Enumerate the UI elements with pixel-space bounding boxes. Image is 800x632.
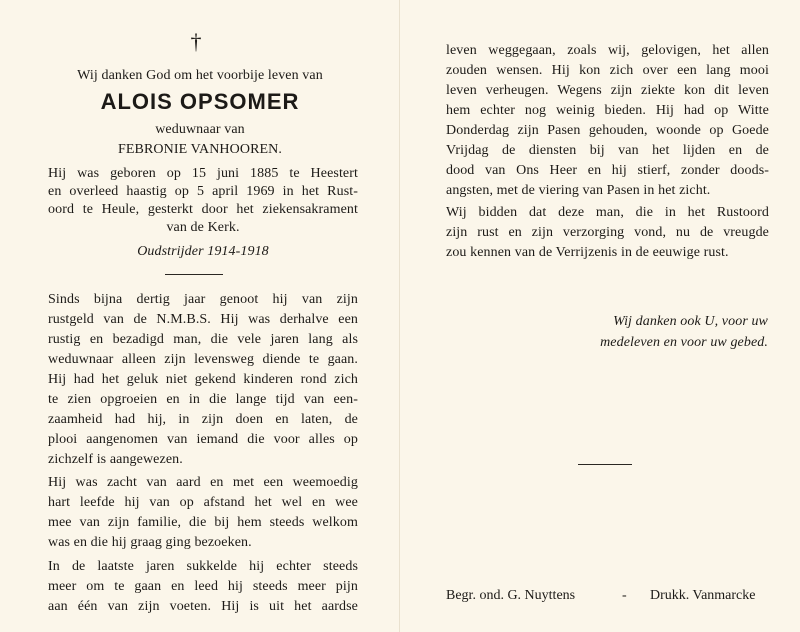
paragraph-line: meer om te gaan en leed hij steeds meer pijn [48,579,358,594]
cross-icon: † [190,29,202,54]
paragraph-line: zouden wensen. Hij kon zich over een lang mooi [446,63,769,78]
paragraph-line: mee van zijn familie, die bij hem steeds welkom [48,515,358,530]
bio-line: oord te Heule, gesterkt door het ziekensakrament [48,202,358,217]
paragraph-line: zaamheid had hij, in zijn doen en laten, de [48,412,358,427]
printer: Drukk. Vanmarcke [650,588,756,603]
paragraph-line: angsten, met de viering van Pasen in het zicht. [446,183,711,198]
paragraph-line: zou kennen van de Verrijzenis in de eeuwige rust. [446,245,729,260]
paragraph-line: plooi aangenomen van iemand die voor alles op [48,432,358,447]
paragraph-line: zijn rust en zijn verzorging vond, nu de vreugde [446,225,769,240]
paragraph-line: was en die hij graag ging bezoeken. [48,535,252,550]
paragraph-line: Wij bidden dat deze man, die in het Rustoord [446,205,769,220]
paragraph-line: weduwnaar alleen zijn levensweg diende te gaan. [48,352,358,367]
paragraph-line: hem echter nog weinig bieden. Hij had op Witte [446,103,769,118]
deceased-name: ALOIS OPSOMER [100,89,300,114]
bio-line: en overleed haastig op 5 april 1969 in het Rust- [48,184,358,199]
thanks-god-line: Wij danken God om het voorbije leven van [77,68,323,83]
spouse-name: FEBRONIE VANHOOREN. [118,142,282,157]
paragraph-line: rustgeld van de N.M.B.S. Hij was derhalve een [48,312,358,327]
widower-of: weduwnaar van [155,122,245,137]
divider [578,464,632,465]
bio-line: van de Kerk. [166,220,240,235]
paragraph-line: aan één van zijn voeten. Hij is uit het aardse [48,599,358,614]
paragraph-line: rustig en bezadigd man, die vele jaren lang als [48,332,358,347]
paragraph-line: zichzelf is aangewezen. [48,452,183,467]
paragraph-line: In de laatste jaren sukkelde hij echter steeds [48,559,358,574]
paragraph-line: Sinds bijna dertig jaar genoot hij van zijn [48,292,358,307]
paragraph-line: hart leefde hij van op afstand het wel en wee [48,495,358,510]
thanks-you-line: medeleven en voor uw gebed. [600,335,768,350]
thanks-you-line: Wij danken ook U, voor uw [613,314,768,329]
footer-separator: - [622,588,627,603]
paragraph-line: Hij was zacht van aard en met een weemoedig [48,475,358,490]
paragraph-line: Vrijdag de diensten bij van het lijden en de [446,143,769,158]
paragraph-line: dood van Ons Heer en hij stierf, zonder doods- [446,163,769,178]
paragraph-line: te zien opgroeien en in die lange tijd van een- [48,392,358,407]
paragraph-line: leven weggegaan, zoals wij, gelovigen, het allen [446,43,769,58]
paragraph-line: Hij had het geluk niet gekend kinderen rond zich [48,372,358,387]
right-panel [400,0,800,632]
funeral-director: Begr. ond. G. Nuyttens [446,588,576,603]
paragraph-line: leven verheugen. Wegens zijn ziekte kon dit leven [446,83,769,98]
bio-line: Hij was geboren op 15 juni 1885 te Heestert [48,166,358,181]
veteran-line: Oudstrijder 1914-1918 [137,244,269,259]
paragraph-line: Donderdag zijn Pasen gehouden, woonde op Goede [446,123,769,138]
divider [165,274,223,275]
